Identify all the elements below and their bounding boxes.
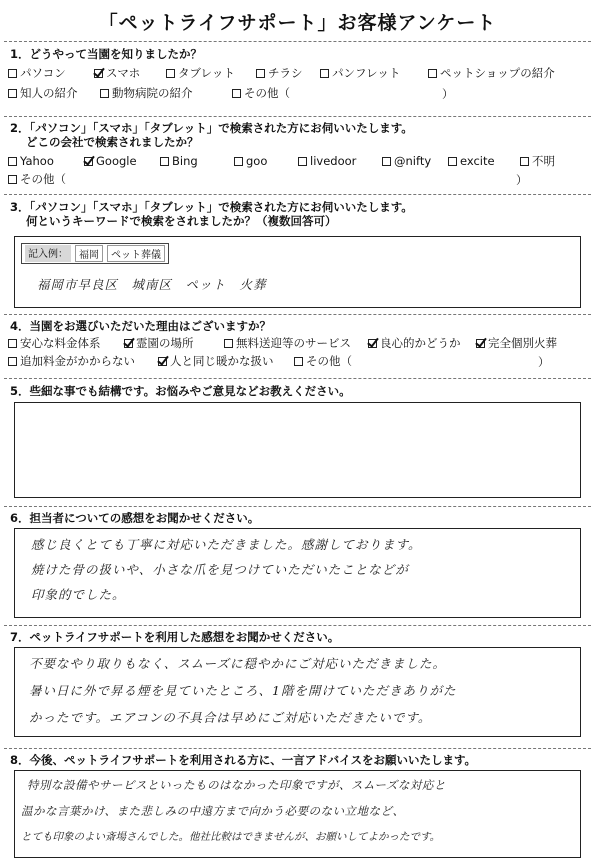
q2-option[interactable]: Bing — [160, 154, 198, 169]
q1-option[interactable]: その他（ — [232, 86, 290, 101]
checkbox[interactable] — [8, 69, 17, 78]
q1-label: 1．どうやって当園を知りましたか？ — [10, 47, 202, 61]
q3-example — [21, 243, 169, 264]
q2-option[interactable]: 不明 — [520, 154, 555, 169]
q2-option[interactable]: @nifty — [382, 154, 431, 169]
checkbox[interactable] — [320, 69, 329, 78]
checkbox[interactable] — [160, 157, 169, 166]
checkbox[interactable] — [166, 69, 175, 78]
q2-label: 2．「パソコン」「スマホ」「タブレット」で検索された方にお伺いいたします。 どこの会社で検索されましたか？ — [10, 121, 413, 149]
q3-handwritten-answer: 福岡市早良区 城南区 ペット 火葬 — [37, 277, 267, 292]
q2-option[interactable]: excite — [448, 154, 495, 169]
q1-option[interactable]: 知人の紹介 — [8, 86, 78, 101]
divider — [4, 194, 591, 195]
q6-handwritten-line: 感じ良くとても丁寧に対応いただきました。感謝しております。 — [31, 537, 422, 552]
divider — [4, 116, 591, 117]
q6-answer-box[interactable] — [14, 528, 581, 618]
q6-label: 6．担当者についての感想をお聞かせください。 — [10, 511, 260, 525]
q2-option[interactable]: その他（ — [8, 172, 66, 187]
survey-title: 「ペットライフサポート」お客様アンケート — [98, 12, 497, 34]
q4-option[interactable]: 無料送迎等のサービス — [224, 336, 351, 351]
checkbox[interactable] — [8, 357, 17, 366]
checkbox-checked[interactable] — [94, 69, 103, 78]
q4-option[interactable]: 安心な料金体系 — [8, 336, 101, 351]
checkbox[interactable] — [382, 157, 391, 166]
q7-handwritten-line: 不要なやり取りもなく、スムーズに穏やかにご対応いただきました。 — [29, 656, 447, 671]
q5-answer-box[interactable] — [14, 402, 581, 498]
checkbox[interactable] — [100, 89, 109, 98]
q1-option[interactable]: タブレット — [166, 66, 235, 81]
checkbox-checked[interactable] — [84, 157, 93, 166]
divider — [4, 506, 591, 507]
checkbox[interactable] — [256, 69, 265, 78]
divider — [4, 41, 591, 42]
q1-option[interactable]: チラシ — [256, 66, 303, 81]
q7-label: 7．ペットライフサポートを利用した感想をお聞かせください。 — [10, 630, 340, 644]
checkbox[interactable] — [232, 89, 241, 98]
checkbox[interactable] — [294, 357, 303, 366]
q2-option[interactable]: goo — [234, 154, 267, 169]
q2-sub: どこの会社で検索されましたか？ — [26, 135, 199, 149]
q4-option[interactable]: 完全個別火葬 — [476, 336, 557, 351]
q4-option[interactable]: その他（ — [294, 354, 352, 369]
checkbox[interactable] — [448, 157, 457, 166]
q4-close-paren: ） — [538, 355, 550, 369]
q8-label: 8．今後、ペットライフサポートを利用される方に、一言アドバイスをお願いいたします。 — [10, 753, 477, 767]
q2-close-paren: ） — [516, 173, 528, 187]
q7-handwritten-line: 暑い日に外で昇る煙を見ていたところ、1階を開けていただきありがた — [29, 683, 457, 698]
checkbox[interactable] — [298, 157, 307, 166]
q4-option[interactable]: 良心的かどうか — [368, 336, 461, 351]
checkbox[interactable] — [520, 157, 529, 166]
checkbox[interactable] — [234, 157, 243, 166]
q2-option[interactable]: Google — [84, 154, 137, 169]
q7-answer-box[interactable] — [14, 647, 581, 737]
example-tag: 記入例： — [25, 245, 71, 262]
q1-option[interactable]: パソコン — [8, 66, 66, 81]
q3-answer-box[interactable] — [14, 236, 581, 308]
q8-answer-box[interactable] — [14, 770, 581, 858]
example-value: 福岡 — [75, 245, 103, 262]
checkbox[interactable] — [8, 175, 17, 184]
q6-handwritten-line: 焼けた骨の扱いや、小さな爪を見つけていただいたことなどが — [31, 562, 409, 577]
divider — [4, 625, 591, 626]
q8-handwritten-line: 特別な設備やサービスといったものはなかった印象ですが、スムーズな対応と — [27, 778, 446, 792]
q4-option[interactable]: 人と同じ暖かな扱い — [158, 354, 274, 369]
divider — [4, 314, 591, 315]
divider — [4, 748, 591, 749]
q8-handwritten-line: とても印象のよい斎場さんでした。他社比較はできませんが、お願いしてよかったです。 — [21, 831, 441, 843]
q1-option[interactable]: スマホ — [94, 66, 140, 81]
q4-option[interactable]: 霊園の場所 — [124, 336, 194, 351]
checkbox-checked[interactable] — [368, 339, 377, 348]
q2-option[interactable]: livedoor — [298, 154, 356, 169]
q3-sub: 何というキーワードで検索をされましたか？（複数回答可） — [26, 214, 337, 228]
checkbox-checked[interactable] — [158, 357, 167, 366]
checkbox[interactable] — [428, 69, 437, 78]
q2-option[interactable]: Yahoo — [8, 154, 54, 169]
q1-option[interactable]: ペットショップの紹介 — [428, 66, 555, 81]
q4-option[interactable]: 追加料金がかからない — [8, 354, 135, 369]
checkbox[interactable] — [8, 339, 17, 348]
q1-close-paren: ） — [442, 87, 454, 101]
checkbox-checked[interactable] — [124, 339, 133, 348]
q5-label: 5．些細な事でも結構です。お悩みやご意見などお教えください。 — [10, 384, 351, 398]
q4-label: 4．当園をお選びいただいた理由はございますか？ — [10, 319, 271, 333]
q6-handwritten-line: 印象的でした。 — [31, 587, 126, 602]
checkbox[interactable] — [8, 157, 17, 166]
checkbox[interactable] — [224, 339, 233, 348]
checkbox-checked[interactable] — [476, 339, 485, 348]
q7-handwritten-line: かったです。エアコンの不具合は早めにご対応いただきたいです。 — [29, 710, 432, 725]
example-value: ペット葬儀 — [107, 245, 165, 262]
checkbox[interactable] — [8, 89, 17, 98]
q1-option[interactable]: パンフレット — [320, 66, 400, 81]
q1-option[interactable]: 動物病院の紹介 — [100, 86, 193, 101]
q3-label: 3．「パソコン」「スマホ」「タブレット」で検索された方にお伺いいたします。 何というキーワードで検索をされましたか？（複数回答可） — [10, 200, 413, 228]
divider — [4, 378, 591, 379]
q8-handwritten-line: 温かな言葉かけ、また悲しみの中遠方まで向かう必要のない立地など、 — [21, 804, 405, 818]
